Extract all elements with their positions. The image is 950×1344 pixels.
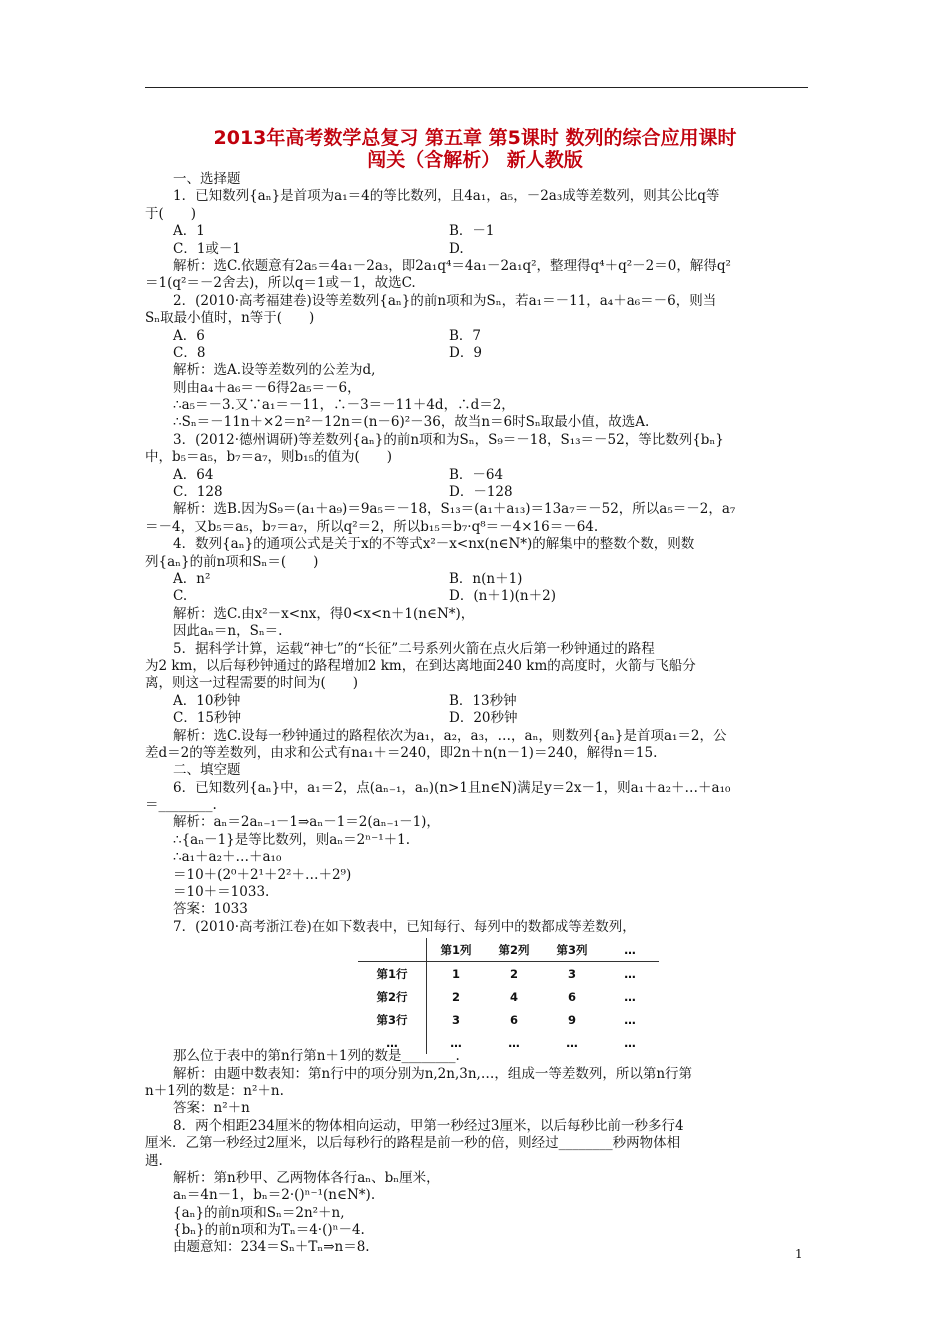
options-row — [145, 693, 815, 710]
question-7: 7．(2010·高考浙江卷)在如下数表中，已知每行、每列中的数都成等差数列， — [173, 918, 636, 935]
question-2: 2．(2010·高考福建卷)设等差数列{aₙ}的前n项和为Sₙ，若a₁＝－11，a₄＋a₆＝－6，则当 — [173, 292, 717, 309]
document-title-line-1: 2013年高考数学总复习 第五章 第5课时 数列的综合应用课时 — [213, 127, 737, 149]
solution-6-line: ∴{aₙ－1}是等比数列，则aₙ＝2ⁿ⁻¹＋1. — [173, 831, 410, 848]
option: C．128 — [173, 484, 223, 501]
solution-8-line: aₙ＝4n－1，bₙ＝2·()ⁿ⁻¹(n∈N*). — [173, 1187, 376, 1204]
question-2-cont: Sₙ取最小值时，n等于( ) — [145, 310, 315, 327]
table-cell: … — [624, 989, 636, 1004]
option: D．20秒钟 — [449, 710, 518, 727]
table-cell: 2 — [451, 989, 460, 1004]
option: B．n(n＋1) — [449, 570, 523, 587]
solution-8-line: 由题意知：234＝Sₙ＋Tₙ⇒n＝8. — [173, 1239, 370, 1256]
solution-2-line: ∴a₅＝－3.又∵a₁＝－11，∴－3＝－11＋4d，∴d＝2， — [173, 397, 515, 414]
solution-3-cont: ＝－4，又b₅＝a₅，b₇＝a₇，所以q²＝2，所以b₁₅＝b₇·q⁸＝－4×16＝－64. — [145, 518, 599, 535]
table-cell: … — [508, 1035, 520, 1050]
option: D．(n＋1)(n＋2) — [449, 588, 556, 605]
header-rule — [145, 87, 808, 88]
option: B．13秒钟 — [449, 692, 517, 709]
question-6-cont: ＝________. — [145, 797, 217, 814]
solution-6: 解析：aₙ＝2aₙ₋₁－1⇒aₙ－1＝2(aₙ₋₁－1)， — [173, 814, 440, 831]
option: A．6 — [173, 327, 205, 344]
solution-8: 解析：第n秒甲、乙两物体各行aₙ、bₙ厘米， — [173, 1169, 440, 1186]
table-row-label: 第2行 — [358, 985, 427, 1008]
option: D．9 — [449, 344, 482, 361]
table-row — [358, 1008, 659, 1031]
solution-2-line: 则由a₄＋a₆＝－6得2a₅＝－6， — [173, 379, 361, 396]
question-5: 5．据科学计算，运载“神七”的“长征”二号系列火箭在点火后第一秒钟通过的路程 — [173, 640, 655, 657]
question-4-cont: 列{aₙ}的前n项和Sₙ＝( ) — [145, 553, 319, 570]
option: B．－1 — [449, 223, 495, 240]
table-header-cell: 第1列 — [427, 938, 486, 962]
options-row — [145, 328, 815, 345]
question-8-cont: 厘米．乙第一秒经过2厘米，以后每秒行的路程是前一秒的倍，则经过________秒两物体相 — [145, 1135, 681, 1152]
table-row-label: 第3行 — [358, 1008, 427, 1031]
solution-4: 解析：选C.由x²－x<nx，得0<x<n＋1(n∈N*)， — [173, 605, 475, 622]
options-row — [145, 484, 815, 501]
option: C. — [173, 588, 188, 605]
table-cell: 4 — [509, 989, 518, 1004]
option: B．－64 — [449, 466, 504, 483]
table-cell: … — [624, 1012, 636, 1027]
question-1-cont: 于( ) — [145, 205, 197, 222]
table-cell: 9 — [567, 1012, 576, 1027]
solution-2: 解析：选A.设等差数列的公差为d, — [173, 362, 376, 379]
table-cell: 2 — [509, 966, 518, 981]
options-row — [145, 223, 815, 240]
answer-7: 答案：n²＋n — [173, 1100, 250, 1117]
table-cell: 6 — [567, 989, 576, 1004]
option: D. — [449, 240, 464, 257]
options-row — [145, 467, 815, 484]
question-1: 1．已知数列{aₙ}是首项为a₁＝4的等比数列，且4a₁，a₅，－2a₃成等差数列，则其公比q等 — [173, 188, 720, 205]
option: A．1 — [173, 223, 205, 240]
question-3-cont: 中，b₅＝a₅，b₇＝a₇，则b₁₅的值为( ) — [145, 449, 393, 466]
table-cell: 1 — [451, 966, 460, 981]
table-row-label: … — [358, 1031, 427, 1054]
solution-6-line: ＝10＋＝1033. — [173, 884, 270, 901]
question-4: 4．数列{aₙ}的通项公式是关于x的不等式x²－x<nx(n∈N*)的解集中的整数个数，则数 — [173, 536, 695, 553]
option: A．10秒钟 — [173, 692, 241, 709]
table-row-label: 第1行 — [358, 962, 427, 986]
solution-6-line: ＝10＋(2⁰＋2¹＋2²＋…＋2⁹) — [173, 866, 352, 883]
option: D．－128 — [449, 484, 513, 501]
table-header-cell: 第3列 — [543, 938, 601, 962]
table-cell: 6 — [509, 1012, 518, 1027]
table-row — [358, 962, 659, 986]
table-row — [358, 1031, 659, 1054]
question-3: 3．(2012·德州调研)等差数列{aₙ}的前n项和为Sₙ，S₉＝－18，S₁₃＝－52，等比数列{bₙ} — [173, 431, 724, 448]
answer-6: 答案：1033 — [173, 901, 248, 918]
table-cell: … — [624, 1035, 636, 1050]
document-title-line-2: 闯关（含解析） 新人教版 — [367, 149, 583, 171]
option: A．64 — [173, 466, 214, 483]
section-heading-choice: 一、选择题 — [173, 171, 241, 187]
solution-1: 解析：选C.依题意有2a₅＝4a₁－2a₃，即2a₁q⁴＝4a₁－2a₁q²，整理得q⁴＋q²－2＝0，解得q² — [173, 257, 731, 274]
page-number: 1 — [795, 1247, 803, 1261]
option: C．15秒钟 — [173, 710, 242, 727]
number-table-area — [145, 936, 815, 1048]
solution-7: 解析：由题中数表知：第n行中的项分别为n,2n,3n,…，组成一等差数列，所以第n行第 — [173, 1065, 693, 1082]
solution-5: 解析：选C.设每一秒钟通过的路程依次为a₁，a₂，a₃，…，aₙ，则数列{aₙ}是首项a₁＝2，公 — [173, 727, 727, 744]
table-cell: 3 — [451, 1012, 460, 1027]
table-cell: … — [450, 1035, 462, 1050]
number-table — [358, 938, 659, 1054]
options-row — [145, 588, 815, 605]
section-heading-fill: 二、填空题 — [173, 762, 241, 779]
options-row — [145, 345, 815, 362]
solution-6-line: ∴a₁＋a₂＋…＋a₁₀ — [173, 849, 282, 866]
table-header-row — [358, 938, 659, 962]
document-body — [145, 171, 815, 1257]
solution-3: 解析：选B.因为S₉＝(a₁＋a₉)＝9a₅＝－18，S₁₃＝(a₁＋a₁₃)＝13a₇＝－52，所以a₅＝－2，a₇ — [173, 501, 736, 518]
options-row — [145, 710, 815, 727]
question-5-cont: 为2 km，以后每秒钟通过的路程增加2 km，在到达离地面240 km的高度时，火箭与飞船分 — [145, 657, 696, 674]
table-corner-cell — [358, 938, 427, 962]
solution-2-line: ∴Sₙ＝－11n＋×2＝n²－12n＝(n－6)²－36，故当n＝6时Sₙ取最小值，故选A. — [173, 414, 650, 431]
options-row — [145, 571, 815, 588]
solution-1-cont: ＝1(q²＝－2舍去)，所以q＝1或－1，故选C. — [145, 275, 416, 292]
solution-5-cont: 差d＝2的等差数列，由求和公式有na₁＋＝240，即2n＋n(n－1)＝240，解得n＝15. — [145, 744, 658, 761]
option: A．n² — [173, 570, 211, 587]
solution-8-line: {aₙ}的前n项和Sₙ＝2n²＋n, — [173, 1204, 345, 1221]
question-5-cont: 离，则这一过程需要的时间为( ) — [145, 675, 359, 692]
table-cell: … — [624, 966, 636, 981]
question-6: 6．已知数列{aₙ}中，a₁＝2，点(aₙ₋₁，aₙ)(n>1且n∈N)满足y＝2x－1，则a₁＋a₂＋…＋a₁₀ — [173, 779, 731, 796]
table-cell: 3 — [567, 966, 576, 981]
table-cell: … — [566, 1035, 578, 1050]
table-header-cell: … — [601, 938, 659, 962]
question-8: 8．两个相距234厘米的物体相向运动，甲第一秒经过3厘米，以后每秒比前一秒多行4 — [173, 1117, 684, 1134]
option: B．7 — [449, 327, 482, 344]
solution-8-line: {bₙ}的前n项和为Tₙ＝4·()ⁿ－4. — [173, 1222, 365, 1239]
table-header-cell: 第2列 — [485, 938, 543, 962]
question-7-cont: 那么位于表中的第n行第n＋1列的数是________. — [173, 1048, 460, 1065]
option: C．8 — [173, 344, 206, 361]
question-8-cont: 遇. — [145, 1152, 163, 1169]
option: C．1或－1 — [173, 240, 242, 257]
solution-4-line: 因此aₙ＝n，Sₙ＝. — [173, 623, 283, 640]
solution-7-cont: n＋1列的数是：n²＋n. — [145, 1082, 284, 1099]
options-row — [145, 241, 815, 258]
table-row — [358, 985, 659, 1008]
